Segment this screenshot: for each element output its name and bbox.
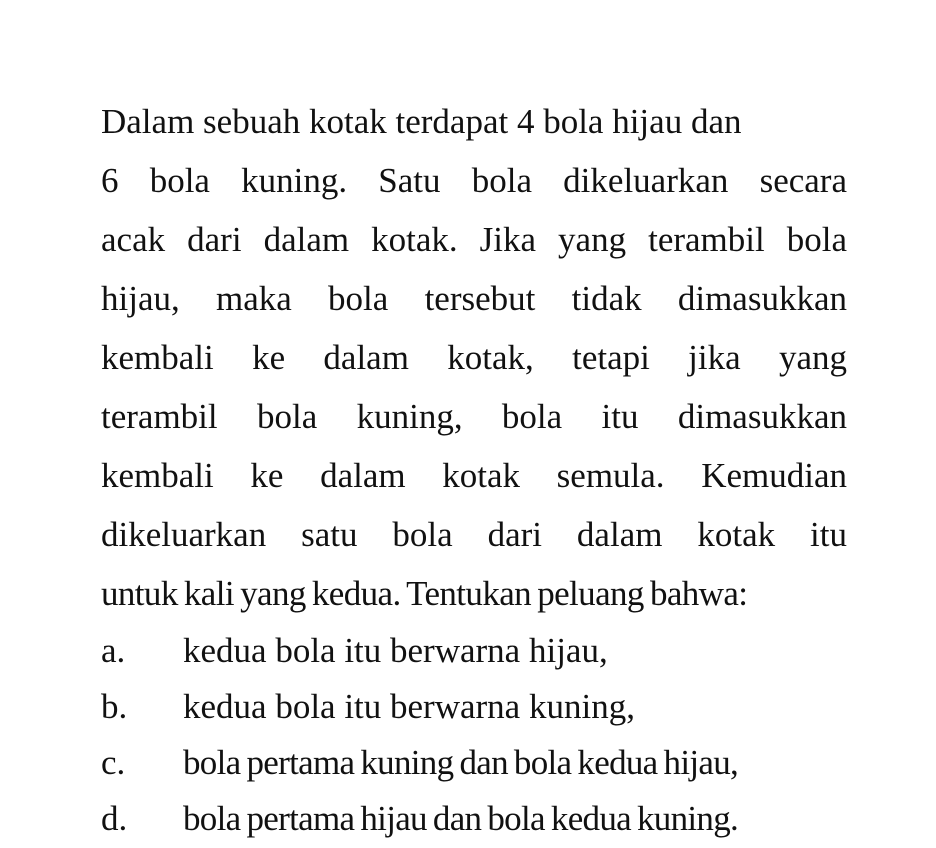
option-d [101, 791, 847, 847]
answer-options [101, 623, 847, 847]
option-c-letter: c. [101, 743, 126, 782]
statement-line-4: hijau, maka bola tersebut tidak dimasukkan [101, 279, 847, 318]
statement-line-1: Dalam sebuah kotak terdapat 4 bola hijau dan [101, 102, 742, 141]
probability-problem [101, 92, 847, 847]
option-d-text: bola pertama hijau dan bola kedua kuning. [183, 799, 739, 838]
option-b-text: kedua bola itu berwarna kuning, [183, 687, 635, 726]
option-a [101, 623, 847, 679]
statement-line-3: acak dari dalam kotak. Jika yang terambil bola [101, 220, 847, 259]
statement-line-8: dikeluarkan satu bola dari dalam kotak itu [101, 515, 847, 554]
statement-line-2: 6 bola kuning. Satu bola dikeluarkan secara [101, 161, 847, 200]
problem-statement [101, 92, 847, 623]
statement-line-5: kembali ke dalam kotak, tetapi jika yang [101, 338, 847, 377]
option-b [101, 679, 847, 735]
statement-line-7: kembali ke dalam kotak semula. Kemudian [101, 456, 847, 495]
option-a-letter: a. [101, 631, 126, 670]
statement-line-9: untuk kali yang kedua. Tentukan peluang bahwa: [101, 574, 748, 613]
option-d-letter: d. [101, 799, 128, 838]
option-c-text: bola pertama kuning dan bola kedua hijau, [183, 743, 739, 782]
option-c [101, 735, 847, 791]
option-b-letter: b. [101, 687, 128, 726]
option-a-text: kedua bola itu berwarna hijau, [183, 631, 608, 670]
statement-line-6: terambil bola kuning, bola itu dimasukkan [101, 397, 847, 436]
